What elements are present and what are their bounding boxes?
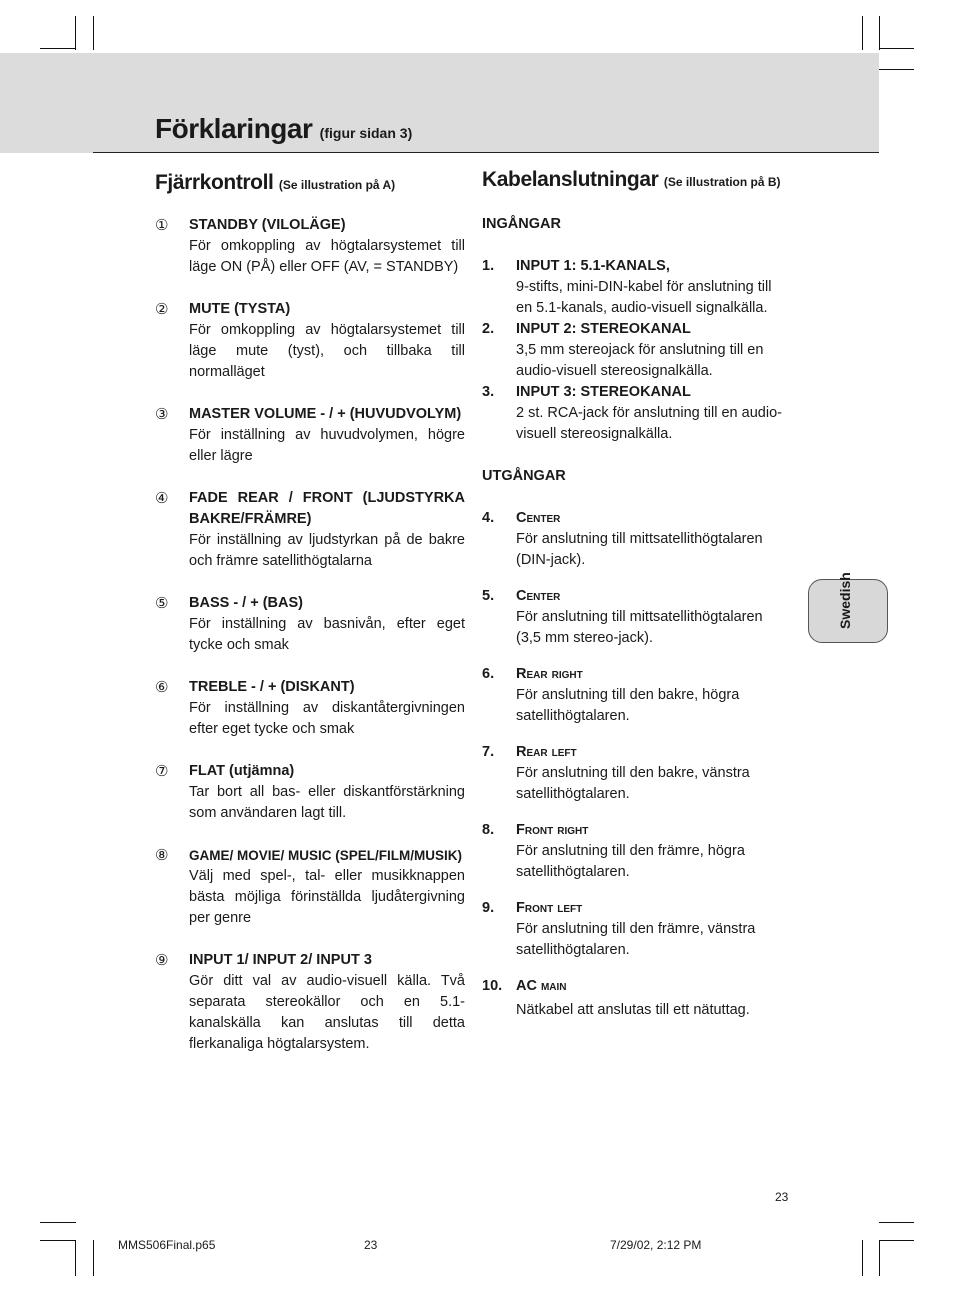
item-heading: Rear left [516,744,577,760]
list-item [155,299,465,383]
item-heading: INPUT 1: 5.1-KANALS, [516,258,670,274]
remote-title-text: Fjärrkontroll [155,171,274,194]
item-number: 1. [482,258,495,274]
list-item [155,593,465,656]
item-number: ⑤ [155,595,169,612]
footer-date: 7/29/02, 2:12 PM [610,1238,702,1252]
item-heading: INPUT 3: STEREOKANAL [516,384,691,400]
list-item [482,508,787,571]
item-heading: MUTE (TYSTA) [189,301,291,317]
remote-list [155,215,465,1055]
item-description: Gör ditt val av audio-visuell källa. Två separata stereokällor och en 5.1-kanalskälla kan anslutas till detta flerkanaliga högtalarsystem. [189,973,465,1052]
item-number: 2. [482,321,495,337]
header-rule [93,152,879,153]
inputs-label: INGÅNGAR [482,216,561,232]
item-number: 4. [482,510,495,526]
page-title-subtitle: (figur sidan 3) [319,125,413,141]
cables-title-subtitle: (Se illustration på B) [663,175,781,189]
item-heading: GAME/ MOVIE/ MUSIC (SPEL/FILM/MUSIK) [189,848,462,863]
item-heading: Front left [516,900,583,916]
item-description: 2 st. RCA-jack för anslutning till en audio-visuell stereosignalkälla. [516,405,782,442]
item-number: ⑥ [155,679,169,696]
cables-list [482,214,787,1021]
item-heading: BASS - / + (BAS) [189,595,303,611]
item-heading: STANDBY (VILOLÄGE) [189,217,346,233]
item-heading: Center [516,510,561,526]
page-title-text: Förklaringar [155,113,313,144]
list-item [155,950,465,1055]
list-item [155,488,465,572]
list-item [482,742,787,805]
cables-title-text: Kabelanslutningar [482,168,659,191]
item-number: 6. [482,666,495,682]
item-heading: TREBLE - / + (DISKANT) [189,679,355,695]
item-heading: Center [516,588,561,604]
item-number: 3. [482,384,495,400]
item-number: 8. [482,822,495,838]
item-number: 10. [482,978,503,994]
item-description: För inställning av ljudstyrkan på de bakre och främre satellithögtalarna [189,532,465,569]
item-description: Välj med spel-, tal- eller musikknappen bästa möjliga förinställda ljudåtergivning per genre [189,868,465,926]
list-item [482,256,787,319]
item-description: 3,5 mm stereojack för anslutning till en audio-visuell stereosignalkälla. [516,342,764,379]
item-number: 5. [482,588,495,604]
item-description: För anslutning till den bakre, högra satellithögtalaren. [516,687,740,724]
list-item [482,664,787,727]
item-description: 9-stifts, mini-DIN-kabel för anslutning till en 5.1-kanals, audio-visuell signalkälla. [516,279,772,316]
item-number: ③ [155,406,169,423]
item-description: För inställning av diskantåtergivningen efter eget tycke och smak [189,700,465,737]
item-description: För anslutning till den bakre, vänstra satellithögtalaren. [516,765,750,802]
page-title [155,113,412,145]
item-number: ⑨ [155,952,169,969]
list-item [482,586,787,649]
item-description: För inställning av basnivån, efter eget tycke och smak [189,616,465,653]
outputs-label: UTGÅNGAR [482,468,566,484]
item-description: För anslutning till mittsatellithögtalaren (DIN-jack). [516,531,763,568]
item-description: För omkoppling av högtalarsystemet till läge mute (tyst), och tillbaka till normalläget [189,322,465,380]
cables-section-title [482,168,781,192]
header-band [0,53,879,153]
item-number: ① [155,217,169,234]
item-description: Tar bort all bas- eller diskantförstärkning som användaren lagt till. [189,784,465,821]
item-description: För inställning av huvudvolymen, högre eller lägre [189,427,465,464]
item-heading: FADE REAR / FRONT (LJUDSTYRKA BAKRE/FRÄMRE) [189,490,465,527]
item-number: 7. [482,744,495,760]
list-item [155,215,465,278]
language-tab-label: Swedish [837,572,853,629]
item-number: 9. [482,900,495,916]
list-item [482,382,787,445]
remote-title-subtitle: (Se illustration på A) [278,178,396,192]
item-heading: MASTER VOLUME - / + (HUVUDVOLYM) [189,406,462,422]
list-item [482,319,787,382]
list-item [155,404,465,467]
item-number: ⑧ [155,847,169,864]
item-heading: Rear right [516,666,583,682]
footer-file: MMS506Final.p65 [118,1238,216,1252]
item-description: För omkoppling av högtalarsystemet till läge ON (PÅ) eller OFF (AV, = STANDBY) [189,238,465,275]
item-description: För anslutning till mittsatellithögtalaren (3,5 mm stereo-jack). [516,609,763,646]
item-heading: FLAT (utjämna) [189,763,295,779]
item-heading: INPUT 2: STEREOKANAL [516,321,691,337]
item-description: För anslutning till den främre, vänstra satellithögtalaren. [516,921,756,958]
page-number: 23 [775,1190,789,1204]
item-number: ② [155,301,169,318]
list-item [482,820,787,883]
language-tab [808,572,888,643]
list-item [482,976,787,1021]
remote-section-title [155,171,395,195]
item-description: Nätkabel att anslutas till ett nätuttag. [516,1002,750,1018]
item-heading: AC main [516,978,567,994]
list-item [155,845,465,929]
list-item [155,677,465,740]
item-heading: INPUT 1/ INPUT 2/ INPUT 3 [189,952,372,968]
item-number: ④ [155,490,169,507]
footer-page: 23 [364,1238,378,1252]
item-heading: Front right [516,822,589,838]
item-description: För anslutning till den främre, högra satellithögtalaren. [516,843,745,880]
list-item [155,761,465,824]
list-item [482,898,787,961]
item-number: ⑦ [155,763,169,780]
